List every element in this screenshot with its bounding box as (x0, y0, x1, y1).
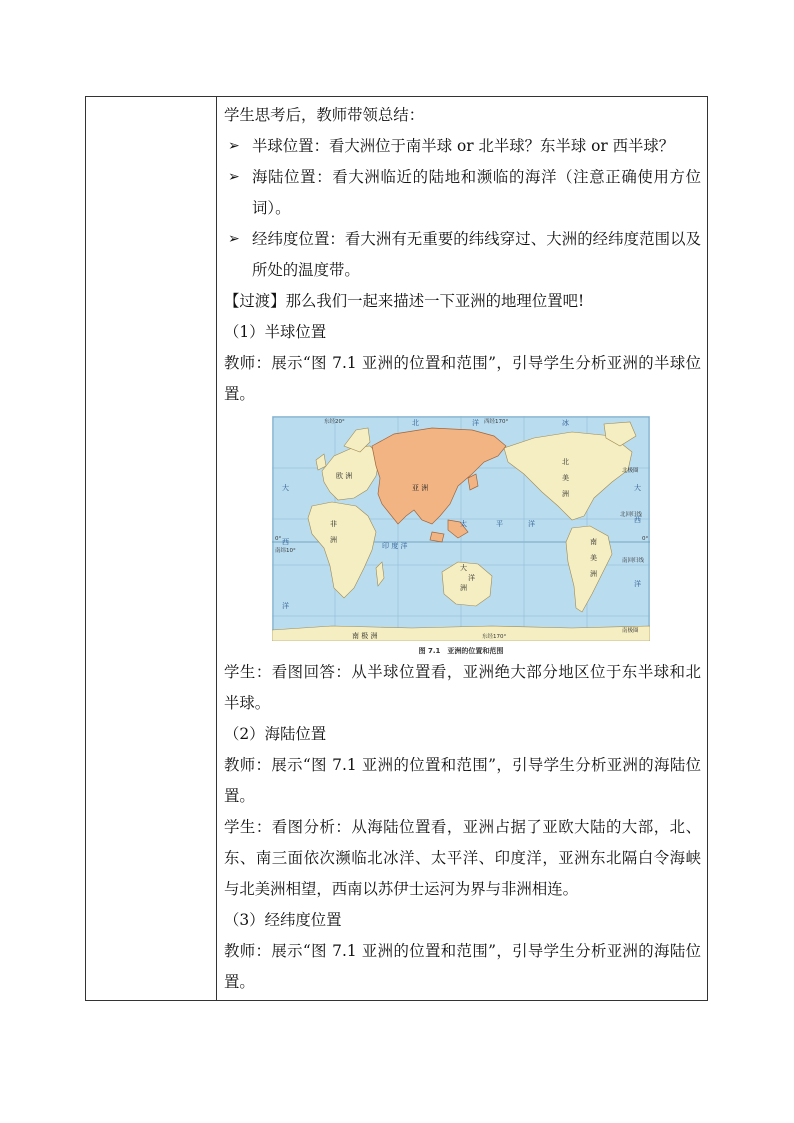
bullet-hemisphere (224, 131, 701, 162)
bullet-text: 海陆位置：看大洲临近的陆地和濒临的海洋（注意正确使用方位词）。 (252, 168, 701, 217)
label-antarctica: 南 极 洲 (352, 632, 378, 640)
label-arctic-bei: 北 (412, 419, 419, 427)
bullet-land-sea (224, 162, 701, 224)
label-africa-2: 洲 (330, 536, 337, 544)
asia-location-figure (272, 416, 650, 657)
label-atl-right-3: 洋 (634, 580, 641, 588)
label-sa-1: 南 (590, 538, 597, 546)
label-europe: 欧 洲 (336, 472, 353, 480)
world-map (272, 416, 650, 641)
label-asia: 亚 洲 (412, 484, 429, 492)
teacher-paragraph-3: 教师：展示“图 7.1 亚洲的位置和范围”，引导学生分析亚洲的海陆位置。 (224, 942, 701, 991)
label-na-3: 洲 (562, 490, 569, 498)
lesson-table (85, 96, 708, 1001)
label-atl-left-2: 西 (282, 538, 289, 546)
label-north-tropic: 北回归线 (620, 512, 643, 518)
label-oceania-2: 洋 (468, 574, 475, 582)
intro-line: 学生思考后，教师带领总结： (224, 106, 425, 124)
label-indian-ocean: 印 度 洋 (382, 542, 408, 550)
label-e170-bottom: 东经170° (482, 634, 507, 640)
label-sa-3: 洲 (590, 570, 597, 578)
label-antarctic-circle: 南极圈 (622, 628, 639, 634)
student-paragraph-2: 学生：看图分析：从海陆位置看，亚洲占据了亚欧大陆的大部，北、东、南三面依次濒临北冰洋、太平洋、印度洋，亚洲东北隔白令海峡与北美洲相望，西南以苏伊士运河为界与非洲相连。 (224, 818, 701, 898)
label-arctic-yang: 洋 (472, 419, 479, 427)
table-left-column (86, 97, 217, 1000)
arrow-bullet-icon: ➢ (228, 138, 240, 154)
label-na-2: 美 (562, 474, 569, 482)
label-arctic-bing: 冰 (562, 419, 569, 427)
label-south-lat-left: 南纬10° (275, 548, 296, 554)
label-sa-2: 美 (590, 554, 597, 562)
section-heading-lat-lng: （3）经纬度位置 (224, 911, 342, 929)
table-right-column (218, 97, 707, 1000)
label-south-tropic-right: 南回归线 (622, 558, 645, 564)
label-arctic-circle: 北极圈 (622, 468, 639, 474)
label-oceania-3: 洲 (460, 584, 467, 592)
label-equator-left: 0° (275, 536, 282, 542)
transition-line: 【过渡】那么我们一起来描述一下亚洲的地理位置吧! (224, 292, 585, 310)
label-africa-1: 非 (330, 520, 337, 528)
bullet-text: 半球位置：看大洲位于南半球 or 北半球？东半球 or 西半球？ (252, 137, 675, 155)
teacher-paragraph-2: 教师：展示“图 7.1 亚洲的位置和范围”，引导学生分析亚洲的海陆位置。 (224, 756, 701, 805)
label-atl-left-3: 洋 (282, 602, 289, 610)
section-heading-land-sea: （2）海陆位置 (224, 725, 327, 743)
arrow-bullet-icon: ➢ (228, 169, 240, 185)
label-pacific-1: 太 (460, 520, 467, 528)
label-w170-top: 西经170° (484, 419, 509, 425)
student-paragraph-1: 学生：看图回答：从半球位置看，亚洲绝大部分地区位于东半球和北半球。 (224, 663, 701, 712)
label-atl-right-2: 西 (634, 516, 641, 524)
arrow-bullet-icon: ➢ (228, 231, 240, 247)
bullet-text: 经纬度位置：看大洲有无重要的纬线穿过、大洲的经纬度范围以及所处的温度带。 (252, 230, 701, 279)
label-atl-right-1: 大 (634, 484, 641, 492)
teacher-paragraph-1: 教师：展示“图 7.1 亚洲的位置和范围”，引导学生分析亚洲的半球位置。 (224, 354, 701, 403)
label-oceania-1: 大 (460, 564, 467, 572)
bullet-lat-lng (224, 224, 701, 286)
figure-caption: 图 7.1 亚洲的位置和范围 (418, 647, 504, 655)
label-atl-left-1: 大 (282, 484, 289, 492)
section-heading-hemisphere: （1）半球位置 (224, 323, 327, 341)
label-pacific-3: 洋 (528, 520, 535, 528)
label-na-1: 北 (562, 458, 569, 466)
label-equator-right: 0° (642, 536, 649, 542)
label-e20: 东经20° (324, 419, 345, 425)
label-pacific-2: 平 (496, 520, 503, 528)
